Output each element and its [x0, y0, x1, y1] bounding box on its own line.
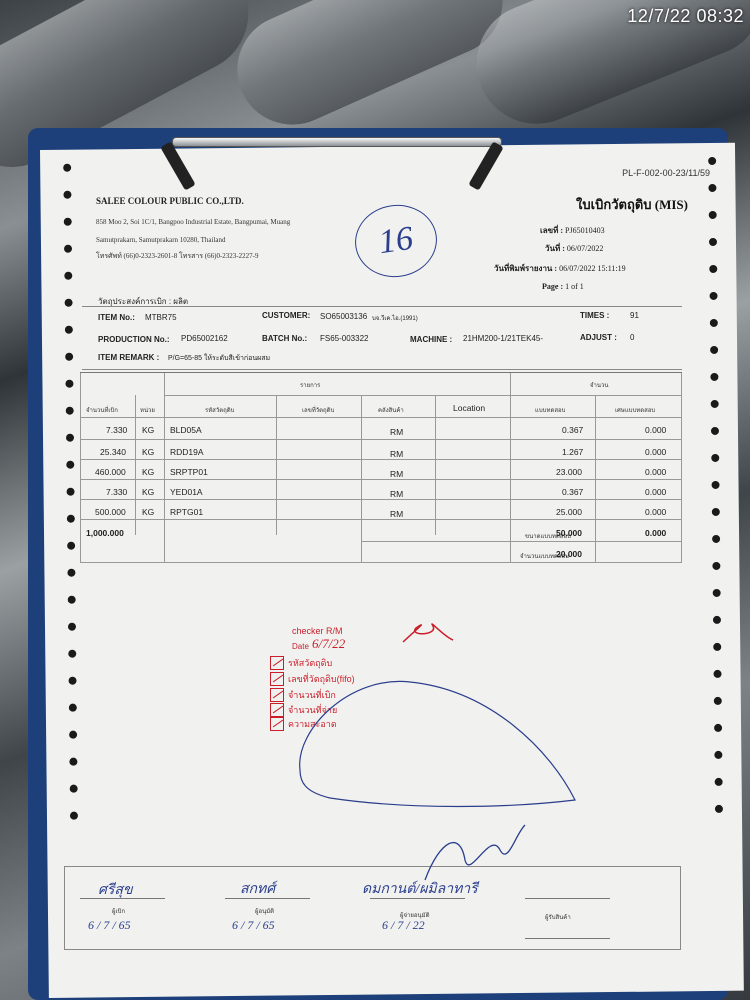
col-header-lot: เลขที่วัตถุดิบ: [302, 408, 335, 414]
check-item-3: จำนวนที่เบิก: [288, 690, 336, 700]
tractor-holes-right: [703, 143, 730, 991]
customer-label: CUSTOMER:: [262, 311, 311, 320]
customer-code: SO65003136: [320, 312, 368, 321]
total-qty: 1,000.000: [86, 528, 124, 538]
row-2-unit: KG: [142, 447, 155, 457]
row-1-scrap: 0.000: [645, 425, 667, 435]
doc-date-row: [545, 242, 603, 255]
doc-number-row: [540, 224, 605, 237]
row-3-unit: KG: [142, 467, 155, 477]
row-2-code: RDD19A: [170, 447, 204, 457]
item-no: MTBR75: [145, 313, 177, 322]
row-5-code: RPTG01: [170, 507, 204, 517]
date-issuer: 6 / 7 / 22: [382, 918, 425, 932]
check-box-4: [270, 703, 284, 717]
caption-issuer: ผู้จ่ายอนุมัติ: [400, 913, 430, 919]
batch-label: BATCH No.:: [262, 334, 308, 343]
row-4-warehouse: RM: [390, 489, 404, 499]
remark-label: ITEM REMARK :: [98, 353, 160, 362]
signature-issuer: ดมกานต์/ผมิลาทารี: [362, 882, 478, 897]
check-item-1: รหัสวัตถุดิบ: [288, 658, 333, 668]
batch-no: FS65-003322: [320, 334, 369, 343]
machine-label: MACHINE :: [410, 335, 453, 344]
group-header-qty: จำนวน: [590, 383, 609, 389]
check-box-2: [270, 672, 284, 686]
row-4-std: 0.367: [562, 487, 584, 497]
purpose-label: วัตถุประสงค์การเบิก : ผลิต: [98, 297, 189, 306]
row-3-code: SRPTP01: [170, 467, 208, 477]
issuer-signature-flourish: [420, 820, 530, 890]
page-label: Page :: [542, 282, 564, 291]
summary-1-label: ขนาดแบบทดสอบ: [525, 534, 571, 540]
doc-number-label: เลขที่ :: [540, 226, 564, 235]
adjust-label: ADJUST :: [580, 333, 617, 342]
check-item-4: จำนวนที่จ่าย: [288, 705, 338, 715]
row-5-warehouse: RM: [390, 509, 404, 519]
production-label: PRODUCTION No.:: [98, 335, 170, 344]
row-3-warehouse: RM: [390, 469, 404, 479]
summary-2-std: 20.000: [556, 549, 582, 559]
col-header-unit: หน่วย: [140, 408, 155, 414]
print-date-label: วันที่พิมพ์รายงาน :: [494, 264, 558, 273]
summary-1-scrap: 0.000: [645, 528, 667, 538]
col-header-qty: จำนวนที่เบิก: [86, 408, 118, 414]
caption-approver: ผู้อนุมัติ: [255, 909, 275, 915]
check-item-2: เลขที่วัตถุดิบ(fifo): [288, 674, 355, 684]
signature-line-2: [225, 898, 310, 899]
checker-stamp-date-label: Date: [292, 642, 309, 651]
row-5-unit: KG: [142, 507, 155, 517]
row-4-scrap: 0.000: [645, 487, 667, 497]
doc-date: 06/07/2022: [566, 244, 604, 253]
signature-approver: สกทศ์: [240, 882, 276, 897]
row-2-scrap: 0.000: [645, 447, 667, 457]
row-1-qty: 7.330: [106, 425, 128, 435]
row-4-qty: 7.330: [106, 487, 128, 497]
row-3-std: 23.000: [556, 467, 582, 477]
row-1-unit: KG: [142, 425, 155, 435]
checker-signature: [398, 618, 458, 650]
row-1-std: 0.367: [562, 425, 584, 435]
remark-value: P/G=65-85 ให้ระดับสีเข้าก่อนผสม: [168, 355, 271, 362]
row-2-qty: 25.340: [100, 447, 126, 457]
row-1-code: BLD05A: [170, 425, 202, 435]
photo-timestamp: 12/7/22 08:32: [627, 6, 744, 26]
machine-value: 21HM200-1/21TEK45-: [463, 334, 544, 343]
signature-line-1: [80, 898, 165, 899]
date-line-4: [525, 938, 610, 939]
doc-date-label: วันที่ :: [545, 244, 565, 253]
col-header-std: แบบทดสอบ: [535, 408, 566, 414]
col-header-code: รหัสวัตถุดิบ: [205, 408, 235, 414]
clipboard-clip: [172, 133, 502, 161]
row-2-std: 1.267: [562, 447, 584, 457]
row-5-scrap: 0.000: [645, 507, 667, 517]
check-box-1: [270, 656, 284, 670]
col-header-location: Location: [453, 403, 486, 413]
signature-requester: ศรีสุข: [98, 883, 133, 898]
print-date: 06/07/2022 15:11:19: [559, 264, 626, 273]
document-title: ใบเบิกวัตถุดิบ (MIS): [576, 197, 688, 212]
check-item-5: ความสะอาด: [288, 719, 337, 729]
date-requester: 6 / 7 / 65: [88, 918, 131, 932]
customer-name: บจ.วีเค.ไอ.(1991): [372, 316, 418, 322]
company-name: SALEE COLOUR PUBLIC CO.,LTD.: [96, 196, 244, 206]
clip-bar: [172, 137, 502, 147]
times-label: TIMES :: [580, 311, 610, 320]
row-1-warehouse: RM: [390, 427, 404, 437]
caption-requester: ผู้เบิก: [112, 909, 126, 915]
row-3-scrap: 0.000: [645, 467, 667, 477]
signature-line-4: [525, 898, 610, 899]
row-2-warehouse: RM: [390, 449, 404, 459]
doc-number: PJ65010403: [565, 226, 605, 235]
row-5-std: 25.000: [556, 507, 582, 517]
materials-table: [80, 372, 682, 563]
times-value: 91: [630, 311, 639, 320]
circled-number: 16: [350, 200, 441, 283]
company-address-2: Samutprakarn, Samutprakarn 10280, Thailand: [96, 236, 226, 244]
company-phone: โทรศัพท์ (66)0-2323-2601-8 โทรสาร (66)0-2323-2227-9: [96, 252, 259, 260]
pen-scribble: [290, 670, 590, 820]
checker-stamp-title: checker R/M: [292, 626, 343, 636]
check-box-5: [270, 717, 284, 731]
group-header-items: รายการ: [300, 383, 321, 389]
document-reference: PL-F-002-00-23/11/59: [622, 168, 710, 178]
signature-line-3: [370, 898, 465, 899]
caption-receiver: ผู้รับสินค้า: [545, 915, 571, 921]
row-4-unit: KG: [142, 487, 155, 497]
row-5-qty: 500.000: [95, 507, 126, 517]
check-box-3: [270, 688, 284, 702]
company-address-1: 858 Moo 2, Soi 1C/1, Bangpoo Industrial Estate, Bangpumai, Muang: [96, 218, 291, 226]
adjust-value: 0: [630, 333, 635, 342]
row-3-qty: 460.000: [95, 467, 126, 477]
date-approver: 6 / 7 / 65: [232, 918, 275, 932]
item-no-label: ITEM No.:: [98, 313, 135, 322]
production-no: PD65002162: [181, 334, 228, 343]
col-header-warehouse: คลังสินค้า: [378, 408, 404, 414]
summary-1-std: 50.000: [556, 528, 582, 538]
summary-2-label: จำนวนแบบทดสอบ: [520, 554, 569, 560]
col-header-scrap: เศษแบบทดสอบ: [615, 408, 656, 414]
page-number: 1 of 1: [565, 282, 584, 291]
checker-stamp-date-value: 6/7/22: [312, 636, 346, 651]
page-row: [542, 282, 584, 291]
print-date-row: [494, 262, 626, 275]
row-4-code: YED01A: [170, 487, 203, 497]
